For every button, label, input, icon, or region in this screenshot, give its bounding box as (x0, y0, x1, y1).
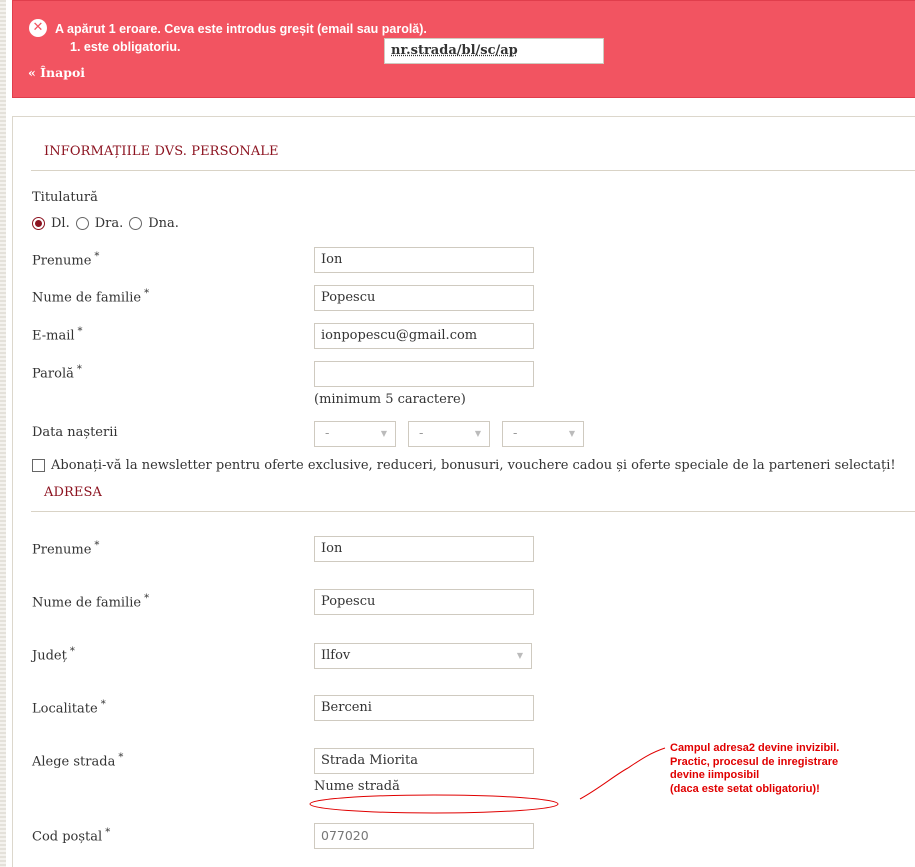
password-label: Parolă * (32, 364, 82, 382)
error-icon: ✕ (29, 19, 47, 37)
newsletter-label: Abonați-vă la newsletter pentru oferte exclusive, reduceri, bonusuri, vouchere cadou și oferte speciale de la parteneri selectați! (51, 458, 896, 473)
radio-dra[interactable] (76, 217, 89, 230)
lastname-label: Nume de familie * (32, 288, 150, 306)
address-firstname-input[interactable]: Ion (314, 536, 534, 562)
chevron-down-icon: ▼ (380, 429, 387, 438)
radio-dl-label: Dl. (51, 216, 70, 231)
radio-dl[interactable] (32, 217, 45, 230)
chevron-down-icon: ▼ (568, 429, 575, 438)
title-radio-group (32, 216, 185, 231)
title-label: Titulatură (32, 190, 98, 205)
lastname-input[interactable]: Popescu (314, 285, 534, 311)
dob-label: Data nașterii (32, 425, 118, 440)
section-divider (31, 170, 915, 171)
annotation-line: Practic, procesul de inregistrare (670, 755, 839, 768)
dob-month-select[interactable]: - ▼ (408, 421, 490, 447)
error-item-text: este obligatoriu. (83, 40, 181, 54)
error-message: A apărut 1 eroare. Ceva este introdus greșit (email sau parolă). (55, 22, 427, 36)
city-label: Localitate * (32, 699, 106, 717)
section-divider (31, 511, 915, 512)
annotation-note (670, 742, 839, 796)
annotation-line: Campul adresa2 devine invizibil. (670, 742, 840, 754)
dob-year-select[interactable]: - ▼ (502, 421, 584, 447)
error-item (70, 38, 518, 58)
address-lastname-input[interactable]: Popescu (314, 589, 534, 615)
street-hint: Nume stradă (314, 779, 400, 794)
radio-dna-label: Dna. (148, 216, 179, 231)
chevron-down-icon: ▼ (516, 651, 523, 660)
address-lastname-label: Nume de familie * (32, 593, 150, 611)
password-input[interactable] (314, 361, 534, 387)
street-input[interactable]: Strada Miorita (314, 748, 534, 774)
address-firstname-label: Prenume * (32, 540, 100, 558)
county-label: Județ * (32, 646, 75, 664)
page-edge-strip (0, 0, 6, 867)
address-section-title: ADRESA (44, 485, 102, 500)
error-item-field: nr.strada/bl/sc/ap (384, 38, 604, 64)
county-select[interactable]: Ilfov ▼ (314, 643, 532, 669)
email-label: E-mail * (32, 326, 83, 344)
street-label: Alege strada * (32, 752, 124, 770)
firstname-label: Prenume * (32, 251, 100, 269)
error-item-number: 1. (70, 40, 81, 54)
dob-day-select[interactable]: - ▼ (314, 421, 396, 447)
newsletter-row (32, 458, 896, 473)
newsletter-checkbox[interactable] (32, 459, 45, 472)
annotation-line: devine iimposibil (670, 769, 760, 781)
radio-dna[interactable] (129, 217, 142, 230)
error-alert (12, 0, 915, 98)
email-input[interactable]: ionpopescu@gmail.com (314, 323, 534, 349)
annotation-line: (daca este setat obligatoriu)! (670, 782, 820, 795)
back-link[interactable]: « Înapoi (28, 65, 86, 80)
postcode-label: Cod poștal * (32, 827, 111, 845)
password-hint: (minimum 5 caractere) (314, 392, 466, 407)
postcode-input[interactable]: 077020 (314, 823, 534, 849)
firstname-input[interactable]: Ion (314, 247, 534, 273)
city-input[interactable]: Berceni (314, 695, 534, 721)
radio-dra-label: Dra. (94, 216, 124, 231)
personal-info-section-title: INFORMAȚIILE DVS. PERSONALE (44, 144, 279, 159)
chevron-down-icon: ▼ (474, 429, 481, 438)
